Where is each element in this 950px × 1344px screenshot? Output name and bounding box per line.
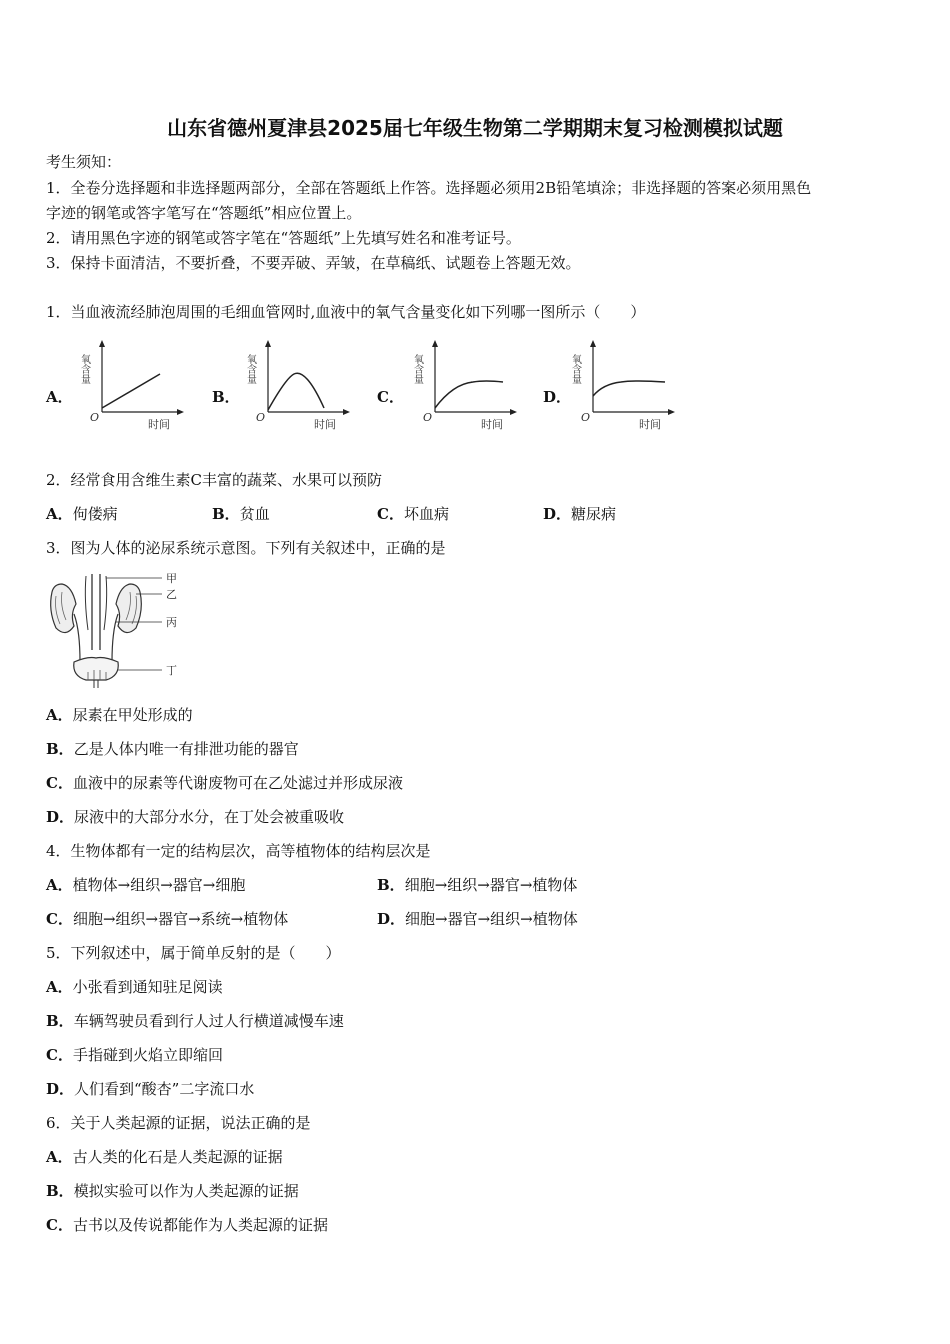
- figure-label-jia: 甲: [166, 572, 177, 585]
- option-label: D．: [377, 910, 406, 928]
- option-text: 植物体→组织→器官→细胞: [72, 876, 246, 894]
- option-label: C．: [46, 910, 73, 928]
- option-text: 古人类的化石是人类起源的证据: [72, 1148, 283, 1166]
- option-label: B．: [46, 740, 74, 758]
- option-text: 细胞→组织→器官→植物体: [404, 876, 578, 894]
- graph-y-label: 氧含量: [569, 354, 581, 384]
- page-title: 山东省德州夏津县2025届七年级生物第二学期期末复习检测模拟试题: [167, 116, 783, 140]
- option-text: 古书以及传说都能作为人类起源的证据: [72, 1216, 328, 1234]
- option-text: 手指碰到火焰立即缩回: [72, 1046, 223, 1064]
- option-text: 车辆驾驶员看到行人过人行横道减慢车速: [73, 1012, 344, 1030]
- graph-y-label: 氧含量: [244, 354, 256, 384]
- notice-item: 1．全卷分选择题和非选择题两部分，全部在答题纸上作答。选择题必须用2B铅笔填涂；非选择题的答案必须用黑色: [46, 179, 812, 197]
- q6-option-c: [46, 1215, 328, 1235]
- option-text: 贫血: [239, 505, 270, 523]
- q2-option-c: [377, 504, 449, 524]
- graph-x-label: 时间: [314, 418, 336, 431]
- q1-graph-b: [246, 338, 351, 433]
- graph-x-label: 时间: [481, 418, 503, 431]
- q1-graph-d: [571, 338, 676, 433]
- option-label: C．: [46, 1046, 73, 1064]
- option-label: C．: [46, 774, 73, 792]
- option-text: 糖尿病: [571, 505, 617, 523]
- figure-label-yi: 乙: [166, 588, 177, 601]
- graph-origin: O: [256, 411, 266, 424]
- option-text: 细胞→组织→器官→系统→植物体: [72, 910, 289, 928]
- notice-item: 3．保持卡面清洁，不要折叠，不要弄破、弄皱，在草稿纸、试题卷上答题无效。: [46, 254, 581, 272]
- notice-item: 2．请用黑色字迹的钢笔或答字笔在“答题纸”上先填写姓名和准考证号。: [46, 229, 521, 247]
- q4-stem: 4．生物体都有一定的结构层次，高等植物体的结构层次是: [46, 842, 431, 860]
- option-text: 佝偻病: [72, 505, 118, 523]
- q6-option-a: [46, 1147, 283, 1167]
- option-label: A．: [46, 978, 73, 996]
- option-label: B．: [377, 876, 405, 894]
- q5-option-c: [46, 1045, 223, 1065]
- q2-option-a: [46, 504, 118, 524]
- option-label: A．: [46, 505, 73, 523]
- q1-option-d-label: D．: [543, 388, 572, 406]
- q3-stem: 3．图为人体的泌尿系统示意图。下列有关叙述中，正确的是: [46, 539, 446, 557]
- q5-option-d: [46, 1079, 254, 1099]
- q2-option-b: [212, 504, 270, 524]
- graph-x-label: 时间: [639, 418, 661, 431]
- option-text: 尿素在甲处形成的: [72, 706, 193, 724]
- q3-option-d: [46, 807, 344, 827]
- q5-stem: 5．下列叙述中，属于简单反射的是（ ）: [46, 944, 341, 962]
- q5-option-b: [46, 1011, 344, 1031]
- option-label: C．: [46, 1216, 73, 1234]
- q2-stem: 2．经常食用含维生素C丰富的蔬菜、水果可以预防: [46, 471, 383, 489]
- option-label: B．: [46, 1012, 74, 1030]
- graph-y-label: 氧含量: [411, 354, 423, 384]
- q2-option-d: [543, 504, 616, 524]
- q3-option-a: [46, 705, 193, 725]
- option-label: B．: [46, 1182, 74, 1200]
- notice-heading: 考生须知：: [46, 153, 122, 171]
- option-text: 血液中的尿素等代谢废物可在乙处滤过并形成尿液: [72, 774, 403, 792]
- option-label: D．: [46, 808, 75, 826]
- q4-option-a: [46, 875, 245, 895]
- q3-option-c: [46, 773, 403, 793]
- option-text: 尿液中的大部分水分，在丁处会被重吸收: [74, 808, 345, 826]
- figure-label-ding: 丁: [166, 664, 177, 677]
- option-label: A．: [46, 1148, 73, 1166]
- q1-graph-c: [413, 338, 518, 433]
- q1-option-a-label: A．: [46, 388, 73, 406]
- q4-option-c: [46, 909, 288, 929]
- notice-item: 字迹的钢笔或答字笔写在“答题纸”相应位置上。: [46, 204, 362, 222]
- graph-origin: O: [423, 411, 433, 424]
- q1-option-c-label: C．: [377, 388, 404, 406]
- option-label: A．: [46, 876, 73, 894]
- option-label: C．: [377, 505, 404, 523]
- graph-y-label: 氧含量: [78, 354, 90, 384]
- q1-graph-a: [80, 338, 185, 433]
- q1-option-b-label: B．: [212, 388, 240, 406]
- graph-x-label: 时间: [148, 418, 170, 431]
- urinary-system-diagram: [44, 570, 194, 694]
- option-text: 模拟实验可以作为人类起源的证据: [73, 1182, 299, 1200]
- q4-option-d: [377, 909, 578, 929]
- option-label: A．: [46, 706, 73, 724]
- graph-origin: O: [581, 411, 591, 424]
- option-text: 人们看到“酸杏”二字流口水: [74, 1080, 255, 1098]
- option-text: 坏血病: [403, 505, 449, 523]
- option-label: B．: [212, 505, 240, 523]
- q1-stem: 1．当血液流经肺泡周围的毛细血管网时,血液中的氧气含量变化如下列哪一图所示（ ）: [46, 303, 646, 321]
- q4-option-b: [377, 875, 577, 895]
- option-label: D．: [543, 505, 572, 523]
- option-text: 细胞→器官→组织→植物体: [405, 910, 578, 928]
- q6-stem: 6．关于人类起源的证据，说法正确的是: [46, 1114, 311, 1132]
- graph-origin: O: [90, 411, 100, 424]
- figure-label-bing: 丙: [166, 616, 177, 629]
- option-text: 小张看到通知驻足阅读: [72, 978, 223, 996]
- q3-option-b: [46, 739, 299, 759]
- option-text: 乙是人体内唯一有排泄功能的器官: [73, 740, 299, 758]
- q6-option-b: [46, 1181, 299, 1201]
- option-label: D．: [46, 1080, 75, 1098]
- q5-option-a: [46, 977, 223, 997]
